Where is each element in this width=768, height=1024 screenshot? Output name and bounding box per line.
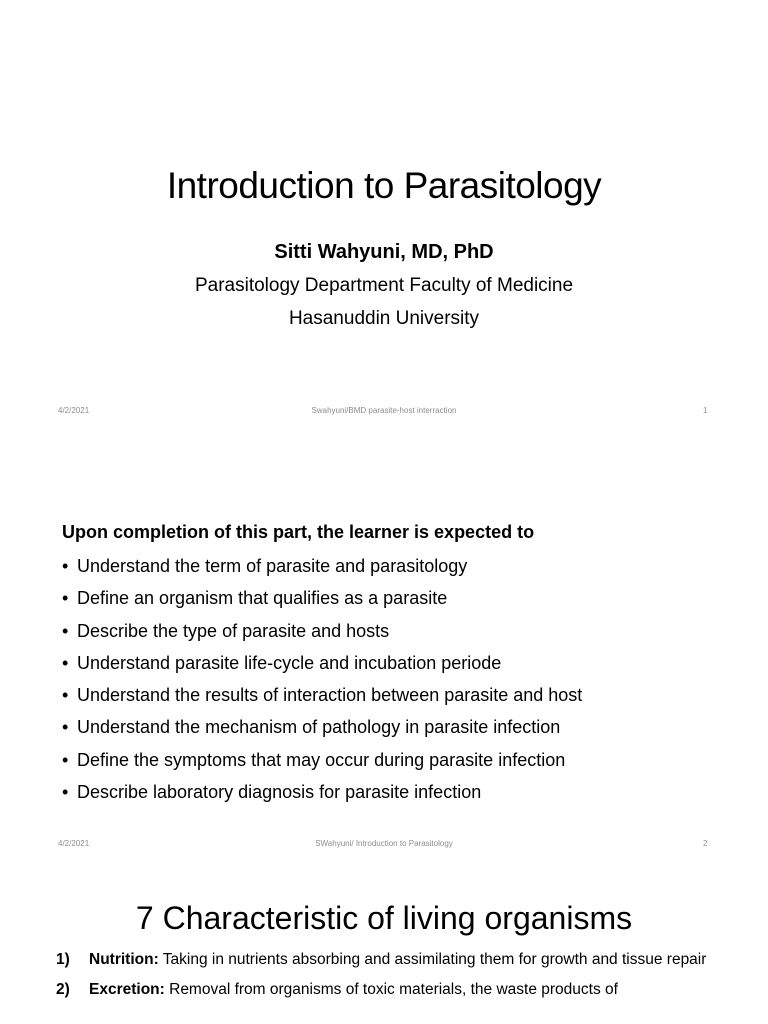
list-item-text: Understand the term of parasite and parasitology	[77, 556, 468, 576]
list-item	[62, 744, 582, 776]
slide-title: 7 Characteristic of living organisms	[135, 900, 633, 936]
slide-3	[0, 864, 768, 1024]
bullet-icon: •	[62, 749, 69, 770]
item-description: Removal from organisms of toxic materials, the waste products of	[164, 981, 618, 998]
list-item-text: Understand parasite life-cycle and incubation periode	[77, 652, 502, 673]
item-term: Nutrition:	[89, 951, 159, 968]
list-item-text: Define an organism that qualifies as a parasite	[77, 588, 448, 609]
bullet-icon: •	[62, 620, 69, 641]
item-description: Taking in nutrients absorbing and assimilating them for growth and tissue repair	[158, 951, 707, 968]
bullet-icon: •	[62, 717, 69, 738]
list-item	[62, 679, 582, 711]
footer-date: 4/2/2021	[58, 839, 90, 848]
footer-text: SWahyuni/ Introduction to Parasitology	[315, 839, 453, 848]
item-term: Excretion:	[89, 981, 165, 998]
list-item-text: Describe the type of parasite and hosts	[77, 620, 390, 641]
affiliation-department: Parasitology Department Faculty of Medicine	[194, 275, 574, 296]
characteristics-list	[56, 950, 716, 1010]
bullet-icon: •	[62, 556, 69, 576]
slide-2	[0, 432, 768, 864]
list-item-text: Describe laboratory diagnosis for parasite infection	[77, 782, 482, 803]
objectives-list	[62, 550, 582, 808]
footer-page-number: 1	[703, 406, 708, 415]
list-item	[56, 980, 716, 1000]
objectives-heading: Upon completion of this part, the learner is expected to	[62, 522, 535, 542]
footer-page-number: 2	[703, 839, 708, 848]
list-item-text: Understand the mechanism of pathology in parasite infection	[77, 717, 561, 738]
list-item	[62, 615, 582, 647]
footer-date: 4/2/2021	[58, 406, 90, 415]
item-number: 2)	[56, 981, 70, 998]
list-item	[62, 550, 582, 582]
affiliation-university: Hasanuddin University	[288, 308, 480, 329]
list-item	[62, 711, 582, 743]
footer-text: Swahyuni/BMD parasite-host interraction	[311, 406, 457, 415]
list-item	[56, 950, 716, 970]
list-item-text: Understand the results of interaction between parasite and host	[77, 685, 583, 706]
bullet-icon: •	[62, 588, 69, 609]
item-number: 1)	[56, 951, 70, 968]
bullet-icon: •	[62, 685, 69, 706]
bullet-icon: •	[62, 782, 69, 803]
author-name: Sitti Wahyuni, MD, PhD	[274, 241, 494, 263]
slide-1	[0, 0, 768, 432]
list-item	[62, 647, 582, 679]
bullet-icon: •	[62, 652, 69, 673]
list-item	[62, 582, 582, 614]
list-item-text: Define the symptoms that may occur during parasite infection	[77, 749, 566, 770]
list-item	[62, 776, 582, 808]
slide-title: Introduction to Parasitology	[166, 165, 602, 206]
